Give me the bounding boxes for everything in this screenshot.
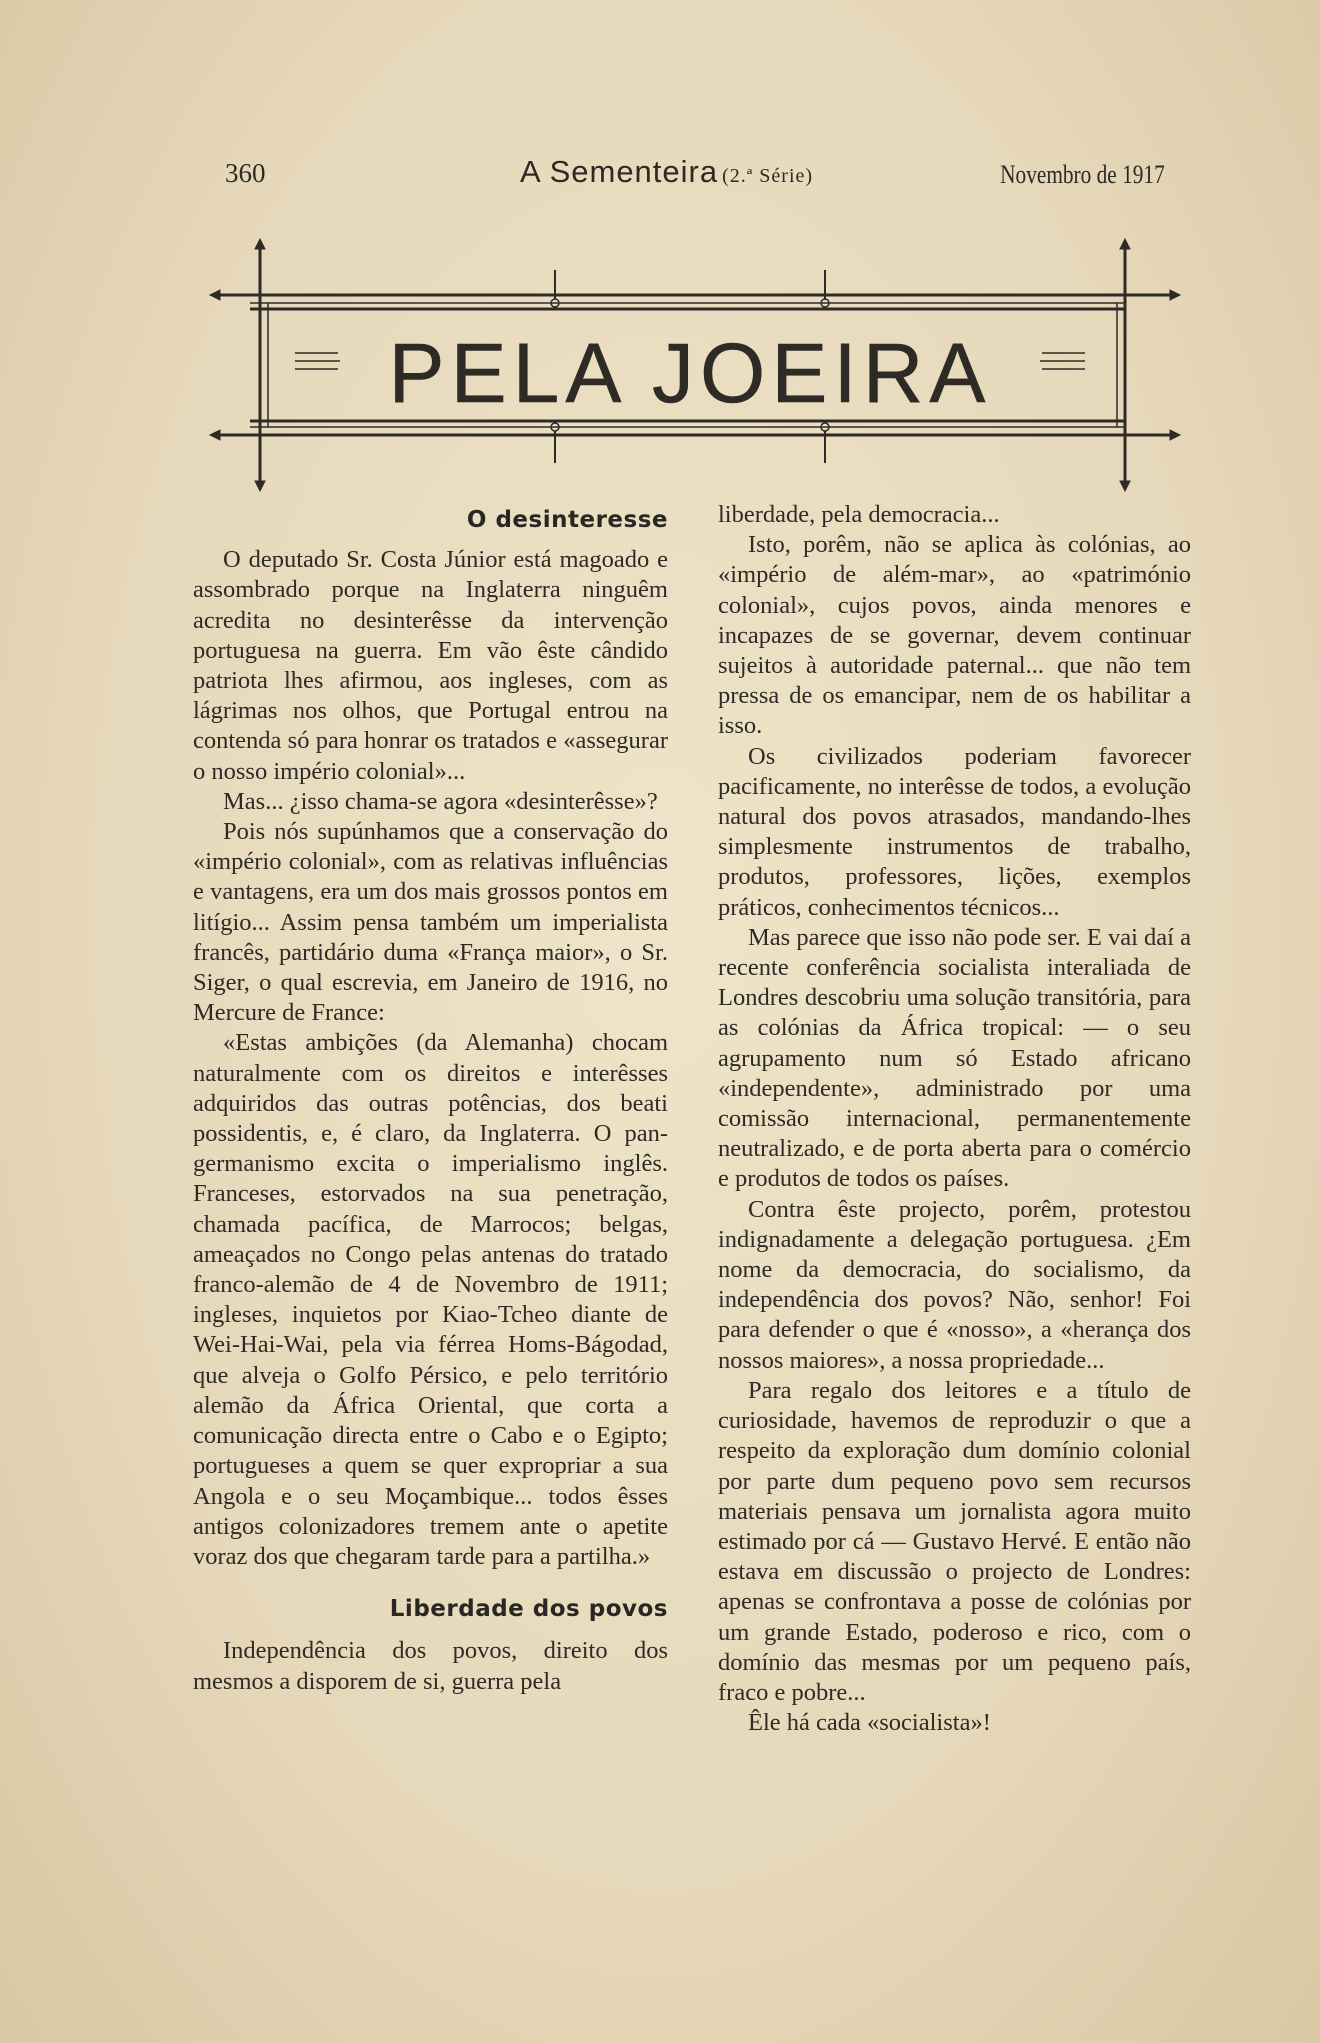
section-banner (190, 235, 1190, 495)
journal-title: A Sementeira (520, 154, 719, 189)
paragraph: «Estas ambições (da Alemanha) chocam naturalmente com os direitos e interêsses adquiridos das outras potências, dos beati possidentis, e, é claro, da Inglaterra. O pan-germanismo excita o imperialismo inglês. Franceses, estorvados na sua penetração, chamada pacífica, de Marrocos; belgas, ameaçados no Congo pelas antenas do tratado franco-alemão de 4 de Novembro de 1911; ingleses, inquietos por Kiao-Tcheo diante de Wei-Hai-Wai, pela via férrea Homs-Bágodad, que alveja o Golfo Pérsico, e pelo território alemão da África Oriental, que corta a comunicação directa entre o Cabo e o Egipto; portugueses a quem se quer expropriar a sua Angola e o seu Moçambique... todos êsses antigos colonizadores tremem ante o apetite voraz dos que chegaram tarde para a partilha.» (193, 1029, 668, 1570)
paragraph: Contra êste projecto, porêm, protestou indignadamente a delegação portuguesa. ¿Em nome da democracia, do socialismo, da independência dos povos? Não, senhor! Foi para defender o que é «nosso», a «herança dos nossos maiores», a nossa propriedade... (718, 1195, 1191, 1374)
paragraph: Mas... ¿isso chama-se agora «desinterêsse»? (223, 787, 658, 815)
issue-date: Novembro de 1917 (1000, 160, 1165, 189)
heading-liberdade-dos-povos: Liberdade dos povos (389, 1596, 668, 1623)
journal-title-group (520, 154, 813, 190)
paragraph: Mas parece que isso não pode ser. E vai daí a recente conferência socialista interaliada de Londres descobriu uma solução transitória, para as colónias da África tropical: — o seu agrupamento num só Estado africano «independente», administrado por uma comissão internacional, permanentemente neutralizado, e de porta aberta para o comércio e produtos de todos os países. (718, 923, 1191, 1193)
paragraph: Pois nós supúnhamos que a conservação do «império colonial», com as relativas influências e vantagens, era um dos mais grossos pontos em litígio... Assim pensa também um imperialista francês, partidário duma «França maior», o Sr. Siger, o qual escrevia, em Janeiro de 1916, no Mercure de France: (193, 818, 668, 1027)
paragraph: Para regalo dos leitores e a título de curiosidade, havemos de reproduzir o que a respeito da exploração dum domínio colonial por parte dum pequeno povo sem recursos materiais pensava um jornalista agora muito estimado por cá — Gustavo Hervé. E então não estava em discussão o projecto de Londres: apenas se confrontava a posse de colónias por um grande Estado, poderoso e rico, com o domínio das mesmas por um pequeno país, fraco e pobre... (718, 1376, 1191, 1706)
paragraph: O deputado Sr. Costa Júnior está magoado e assombrado porque na Inglaterra ninguêm acredita no desinterêsse da intervenção portuguesa na guerra. Em vão êste cândido patriota lhes afirmou, aos ingleses, com as lágrimas nos olhos, que Portugal entrou na contenda só para honrar os tratados e «assegurar o nosso império colonial»... (193, 546, 668, 785)
paragraph: Isto, porêm, não se aplica às colónias, ao «império de além-mar», ao «património colonial», cujos povos, ainda menores e incapazes de se governar, devem continuar sujeitos à autoridade paternal... que não tem pressa de os emancipar, nem de os habilitar a isso. (718, 531, 1191, 740)
right-column (718, 500, 1191, 1738)
banner-title: PELA JOEIRA (388, 326, 992, 420)
page-number: 360 (225, 158, 266, 188)
paragraph: liberdade, pela democracia... (718, 501, 1000, 528)
paragraph: Independência dos povos, direito dos mesmos a disporem de si, guerra pela (193, 1637, 668, 1695)
paragraph: Os civilizados poderiam favorecer pacificamente, no interêsse de todos, a evolução natural dos povos atrasados, mandando-lhes simplesmente instrumentos de trabalho, produtos, professores, lições, exemplos práticos, conhecimentos técnicos... (718, 742, 1191, 921)
paragraph: Êle há cada «socialista»! (748, 1709, 991, 1737)
series-label: (2.ª Série) (722, 165, 814, 187)
page-header (225, 154, 1165, 198)
heading-o-desinteresse: O desinteresse (466, 507, 668, 533)
left-column (193, 505, 668, 1697)
